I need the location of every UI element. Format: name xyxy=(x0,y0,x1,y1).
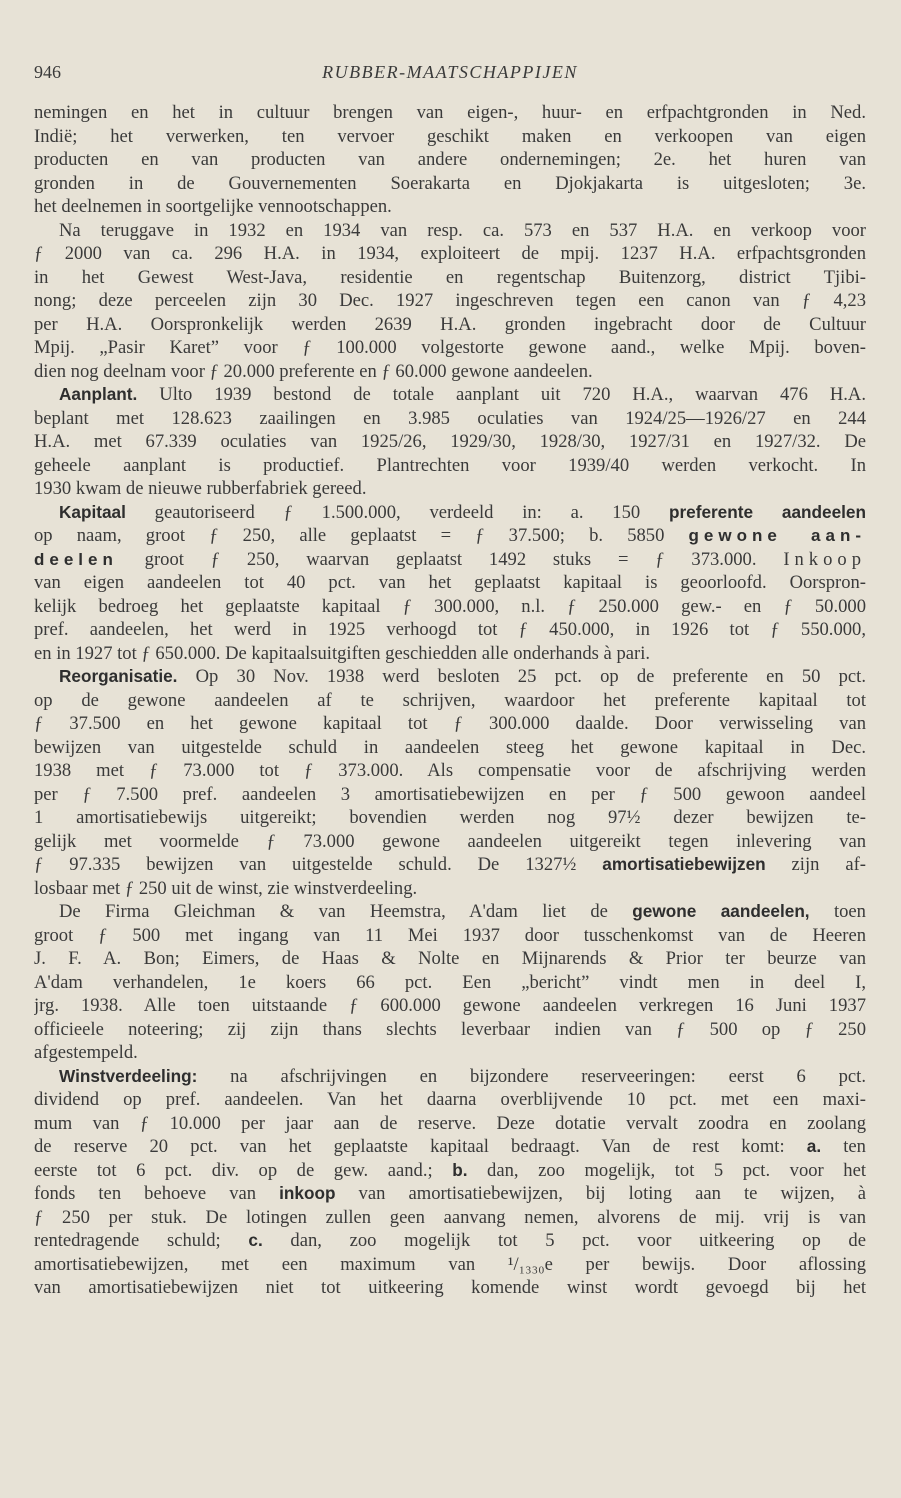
line-text: Ulto 1939 bestond de totale aanplant uit 720 H.A., waarvan 476 H.A. xyxy=(137,384,866,405)
text-line xyxy=(34,971,866,995)
text-line xyxy=(34,1229,866,1253)
line-text: amortisatiebewijzen, met een maximum van ¹/₁₃₃₀e per bewijs. Door aflossing xyxy=(34,1253,866,1275)
line-text: groot ƒ 250, waarvan geplaatst 1492 stuks = ƒ 373.000. xyxy=(117,548,784,570)
running-title: RUBBER-MAATSCHAPPIJEN xyxy=(322,62,578,82)
line-text: ƒ 97.335 bewijzen van uitgestelde schuld. De 1327½ xyxy=(34,854,603,875)
text-line xyxy=(34,477,866,501)
text-line xyxy=(34,360,866,384)
line-text: op de gewone aandeelen af te schrijven, waardoor het preferente kapitaal tot xyxy=(34,689,866,711)
line-text: gelijk met voormelde ƒ 73.000 gewone aandeelen uitgereikt tegen inlevering van xyxy=(34,830,866,852)
text-line xyxy=(34,665,866,689)
section-heading: Aanplant. xyxy=(59,384,138,404)
text-line xyxy=(34,571,866,595)
line-text: na afschrijvingen en bijzondere reserveeringen: eerst 6 pct. xyxy=(197,1065,866,1087)
text-line xyxy=(34,125,866,149)
line-text: nemingen en het in cultuur brengen van eigen-, huur- en erfpachtgronden in Ned. xyxy=(34,102,866,123)
text-line xyxy=(34,524,866,548)
text-line xyxy=(34,1253,866,1277)
line-text: dan, zoo mogelijk tot 5 pct. voor uitkeering op de xyxy=(262,1230,866,1251)
line-text: jrg. 1938. Alle toen uitstaande ƒ 600.000 gewone aandeelen verkregen 16 Juni 1937 xyxy=(34,995,866,1016)
section-heading: Reorganisatie. xyxy=(59,666,178,686)
line-text: Mpij. „Pasir Karet” voor ƒ 100.000 volgestorte gewone aand., welke Mpij. boven- xyxy=(34,337,866,358)
line-text: fonds ten behoeve van xyxy=(34,1183,280,1204)
text-line xyxy=(34,336,866,360)
text-line xyxy=(34,947,866,971)
bold-term: gewone aandeelen, xyxy=(632,901,810,921)
text-line xyxy=(34,383,866,407)
text-line xyxy=(34,172,866,196)
text-line xyxy=(34,900,866,924)
text-line xyxy=(34,1135,866,1159)
line-text: De Firma Gleichman & van Heemstra, A'dam liet de xyxy=(59,901,633,922)
line-text: afgestempeld. xyxy=(34,1042,138,1063)
text-line xyxy=(34,1159,866,1183)
line-text: beplant met 128.623 zaailingen en 3.985 oculaties van 1924/25—1926/27 en 244 xyxy=(34,407,866,429)
text-line xyxy=(34,853,866,877)
text-line xyxy=(34,712,866,736)
line-text: ƒ 250 per stuk. De lotingen zullen geen aanvang nemen, alvorens de mij. vrij is van xyxy=(34,1206,866,1228)
text-line xyxy=(34,101,866,125)
text-line xyxy=(34,1065,866,1089)
line-text: van amortisatiebewijzen, bij loting aan te wijzen, à xyxy=(335,1183,866,1204)
line-text: bewijzen van uitgestelde schuld in aandeelen steeg het gewone kapitaal in Dec. xyxy=(34,736,866,758)
line-text: per ƒ 7.500 pref. aandeelen 3 amortisatiebewijzen en per ƒ 500 gewoon aandeel xyxy=(34,783,866,805)
spaced-heading: gewone aan- xyxy=(688,526,866,545)
text-line xyxy=(34,430,866,454)
line-text: groot ƒ 500 met ingang van 11 Mei 1937 door tusschenkomst van de Heeren xyxy=(34,924,866,946)
line-text: Indië; het verwerken, ten vervoer geschikt maken en verkoopen van eigen xyxy=(34,125,866,147)
text-line xyxy=(34,289,866,313)
line-text: eerste tot 6 pct. div. op de gew. aand.; xyxy=(34,1159,453,1181)
line-text: geautoriseerd ƒ 1.500.000, verdeeld in: a. 150 xyxy=(125,501,669,523)
line-text: A'dam verhandelen, 1e koers 66 pct. Een „bericht” vindt men in deel I, xyxy=(34,971,866,993)
text-line xyxy=(34,266,866,290)
line-text: rentedragende schuld; xyxy=(34,1230,249,1251)
line-text: pref. aandeelen, het werd in 1925 verhoogd tot ƒ 450.000, in 1926 tot ƒ 550.000, xyxy=(34,619,866,640)
text-line xyxy=(34,736,866,760)
text-line xyxy=(34,783,866,807)
line-text: J. F. A. Bon; Eimers, de Haas & Nolte en Mijnarends & Prior ter beurze van xyxy=(34,948,866,969)
line-text: producten en van producten van andere ondernemingen; 2e. het huren van xyxy=(34,149,866,170)
text-line xyxy=(34,454,866,478)
bold-term: c. xyxy=(248,1230,263,1250)
text-line xyxy=(34,242,866,266)
line-text: toen xyxy=(809,901,866,922)
text-line xyxy=(34,595,866,619)
text-line xyxy=(34,148,866,172)
spaced-term: Inkoop xyxy=(783,548,866,570)
text-line xyxy=(34,195,866,219)
spaced-heading: deelen xyxy=(34,549,118,569)
text-line xyxy=(34,407,866,431)
bold-term: b. xyxy=(452,1159,468,1180)
line-text: Na teruggave in 1932 en 1934 van resp. ca. 573 en 537 H.A. en verkoop voor xyxy=(59,219,866,241)
bold-term: inkoop xyxy=(279,1183,336,1203)
text-line xyxy=(34,1041,866,1065)
line-text: nong; deze perceelen zijn 30 Dec. 1927 ingeschreven tegen een canon van ƒ 4,23 xyxy=(34,290,866,311)
text-line xyxy=(34,1206,866,1230)
line-text: 1 amortisatiebewijs uitgereikt; bovendien werden nog 97½ dezer bewijzen te- xyxy=(34,807,866,828)
line-text: dan, zoo mogelijk, tot 5 pct. voor het xyxy=(467,1159,866,1181)
line-text: dividend op pref. aandeelen. Van het daarna overblijvende 10 pct. met een maxi- xyxy=(34,1089,866,1110)
text-line xyxy=(34,759,866,783)
line-text: ƒ 2000 van ca. 296 H.A. in 1934, exploiteert de mpij. 1237 H.A. erfpachtsgronden xyxy=(34,243,866,264)
line-text: het deelnemen in soortgelijke vennootschappen. xyxy=(34,196,392,217)
line-text: 1930 kwam de nieuwe rubberfabriek gereed. xyxy=(34,478,367,499)
bold-term: amortisatiebewijzen xyxy=(602,854,766,874)
line-text: in het Gewest West-Java, residentie en regentschap Buitenzorg, district Tjibi- xyxy=(34,266,866,288)
line-text: zijn af- xyxy=(765,854,866,875)
line-text: per H.A. Oorspronkelijk werden 2639 H.A. gronden ingebracht door de Cultuur xyxy=(34,313,866,335)
body-text xyxy=(34,101,866,1300)
text-line xyxy=(34,806,866,830)
text-line xyxy=(34,1088,866,1112)
section-heading: Winstverdeeling: xyxy=(59,1065,198,1086)
text-line xyxy=(34,1112,866,1136)
line-text: gronden in de Gouvernementen Soerakarta en Djokjakarta is uitgesloten; 3e. xyxy=(34,172,866,194)
text-line xyxy=(34,618,866,642)
line-text: de reserve 20 pct. van het geplaatste kapitaal bedraagt. Van de rest komt: xyxy=(34,1136,807,1157)
text-line xyxy=(34,219,866,243)
section-heading: Kapitaal xyxy=(59,501,126,522)
line-text: ƒ 37.500 en het gewone kapitaal tot ƒ 300.000 daalde. Door verwisseling van xyxy=(34,713,866,734)
text-line xyxy=(34,877,866,901)
text-line xyxy=(34,1182,866,1206)
line-text: kelijk bedroeg het geplaatste kapitaal ƒ 300.000, n.l. ƒ 250.000 gew.- en ƒ 50.000 xyxy=(34,595,866,617)
line-text: Op 30 Nov. 1938 werd besloten 25 pct. op de preferente en 50 pct. xyxy=(177,666,866,687)
line-text: op naam, groot ƒ 250, alle geplaatst = ƒ 37.500; b. 5850 xyxy=(34,525,689,546)
text-line xyxy=(34,924,866,948)
line-text: van eigen aandeelen tot 40 pct. van het geplaatst kapitaal is geoorloofd. Oorspron- xyxy=(34,572,866,593)
line-text: ten xyxy=(821,1136,866,1157)
line-text: losbaar met ƒ 250 uit de winst, zie winstverdeeling. xyxy=(34,877,418,899)
text-line xyxy=(34,830,866,854)
text-line xyxy=(34,994,866,1018)
bold-term: preferente aandeelen xyxy=(668,501,866,522)
text-line xyxy=(34,313,866,337)
line-text: geheele aanplant is productief. Plantrechten voor 1939/40 werden verkocht. In xyxy=(34,454,866,476)
line-text: dien nog deelnam voor ƒ 20.000 preferente en ƒ 60.000 gewone aandeelen. xyxy=(34,360,593,382)
text-line xyxy=(34,689,866,713)
text-line xyxy=(34,548,866,572)
line-text: 1938 met ƒ 73.000 tot ƒ 373.000. Als compensatie voor de afschrijving werden xyxy=(34,760,866,781)
line-text: officieele noteering; zij zijn thans slechts leverbaar indien van ƒ 500 op ƒ 250 xyxy=(34,1018,866,1040)
text-line xyxy=(34,1276,866,1300)
line-text: en in 1927 tot ƒ 650.000. De kapitaalsuitgiften geschiedden alle onderhands à pari. xyxy=(34,642,651,664)
page-header xyxy=(34,62,866,86)
line-text: H.A. met 67.339 oculaties van 1925/26, 1929/30, 1928/30, 1927/31 en 1927/32. De xyxy=(34,431,866,452)
page-number: 946 xyxy=(34,62,61,82)
text-line xyxy=(34,501,866,525)
line-text: mum van ƒ 10.000 per jaar aan de reserve. Deze dotatie vervalt zoodra en zoolang xyxy=(34,1112,866,1134)
line-text: van amortisatiebewijzen niet tot uitkeering komende winst wordt gevoegd bij het xyxy=(34,1277,866,1298)
bold-term: a. xyxy=(806,1136,822,1156)
text-line xyxy=(34,642,866,666)
text-line xyxy=(34,1018,866,1042)
